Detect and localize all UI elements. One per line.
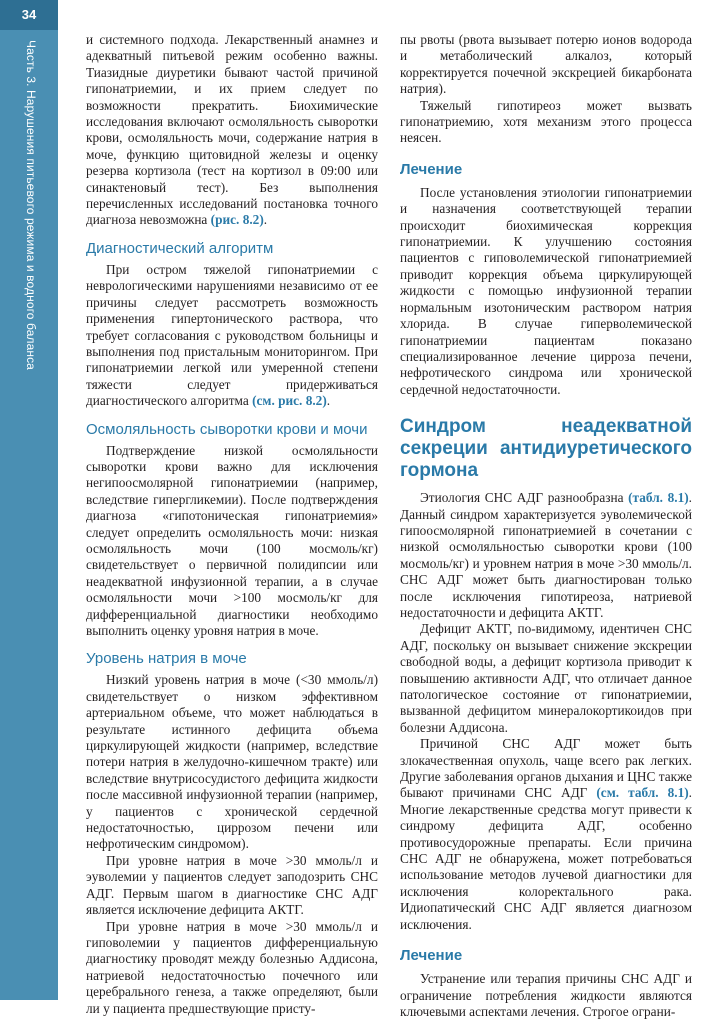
section-heading-treatment: Лечение [400,160,463,178]
paragraph: Дефицит АКТГ, по-видимому, идентичен СНС АДГ, поскольку он вызывает снижение экскреции свободной воды, а дефицит кортизола приводит к повышению активности АДГ, что отличает данное патологическое состояние от гипонатриемии, вызванной дефицитом минералокортикоидов при болезни Аддисона. [400,621,692,735]
paragraph: Подтверждение низкой осмоляльности сыворотки крови важно для исключения негипоосмолярной гипонатриемии (например, вследствие гипергликемии). После подтверждения диагноза «гипотоническая гипонатриемия» следует определить осмоляльность мочи: низкая осмоляльность мочи (100 мосмоль/кг) свидетельствует о первичной полидипсии или неадекватной инфузионной терапии, а в случае осмоляльности мочи >100 мосмоль/кг для дифференциальной диагностики необходимо выполнить оценку уровня натрия в моче. [86,442,378,638]
paragraph: и системного подхода. Лекарственный анамнез и адекватный питьевой режим особенно важны. Тиазидные диуретики бывают частой причиной гипонатриемии, и их прием следует по возможности прекратить. Биохимические исследования включают осмоляльность сыворотки крови, осмоляльность мочи, содержание натрия в моче, функцию щитовидной железы и оценку резерва кортизола (тест на кортизол в 09:00 или синактеновый тест). Без выполнения перечисленных исследований постановка точного диагноза невозможна (рис. 8.2). [86,32,378,228]
paragraph: Причиной СНС АДГ может быть злокачественная опухоль, чаще всего рак легких. Другие заболевания органов дыхания и ЦНС также бывают причинами СНС АДГ (см. табл. 8.1). Многие лекарственные средства могут привести к синдрому дефицита АДГ, особенно противосудорожные препараты. Если причина СНС АДГ не обнаружена, может потребоваться использование методов лучевой диагностики для исключения колоректального рака. Идиопатический СНС АДГ является диагнозом исключения. [400,736,692,932]
paragraph: Низкий уровень натрия в моче (<30 ммоль/л) свидетельствует о низком эффективном артериальном объеме, что может наблюдаться в результате истинного дефицита объема циркулирующей жидкости (например, вследствие потери натрия в желудочно-кишечном тракте) или вследствие внутрисосудистого дефицита жидкости после массивной инфузионной терапии (например, у пациентов с хронической сердечной недостаточностью, циррозом печени или нефротическим синдромом). [86,672,378,852]
paragraph: Тяжелый гипотиреоз может вызвать гипонатриемию, хотя механизм этого процесса неясен. [400,97,692,146]
paragraph: Этиология СНС АДГ разнообразна (табл. 8.1). Данный синдром характеризуется эуволемической гипоосмолярной гипонатриемией в сочетании с низкой осмоляльностью сыворотки крови (100 мосмоль/кг) и уровнем натрия в моче >30 ммоль/л. СНС АДГ может быть диагностирован только после исключения гипотиреоза, натриевой недостаточности и дефицита АКТГ. [400,490,692,620]
paragraph: При остром тяжелой гипонатриемии с неврологическими нарушениями независимо от ее причины следует рассмотреть возможность применения гипертонического раствора, что требует согласования с руководством больницы и выполнения под пристальным мониторингом. При гипонатриемии легкой или умеренной степени тяжести следует придерживаться диагностического алгоритма (см. рис. 8.2). [86,261,378,409]
section-heading-diagnostic-algorithm: Диагностический алгоритм [86,239,274,257]
paragraph: Устранение или терапия причины СНС АДГ и ограничение потребления жидкости являются ключевыми аспектами лечения. Строгое ограни- [400,971,692,1019]
paragraph: При уровне натрия в моче >30 ммоль/л и гиповолемии у пациентов дифференциальную диагностику проводят между болезнью Аддисона, натриевой недостаточностью почечного или церебрального генеза, а также определяют, были ли у пациента предшествующие присту- [86,918,378,1016]
left-column [86,32,378,1017]
page-sidebar [0,0,58,1000]
paragraph: При уровне натрия в моче >30 ммоль/л и эуволемии у пациентов следует заподозрить СНС АДГ. Первым шагом в диагностике СНС АДГ является исключение дефицита АКТГ. [86,852,378,918]
section-heading-treatment-siadh: Лечение [400,947,463,965]
table-reference[interactable]: (табл. 8.1) [628,490,689,506]
figure-reference[interactable]: (рис. 8.2) [210,212,264,228]
page-number: 34 [0,0,58,30]
section-heading-siadh: Синдром неадекватной секреции антидиуретического гормона [400,416,692,482]
right-column [400,32,692,1020]
figure-reference[interactable]: (см. рис. 8.2) [252,393,327,409]
table-reference[interactable]: (см. табл. 8.1) [596,785,689,801]
paragraph: После установления этиологии гипонатриемии и назначения соответствующей терапии происходит биохимическая коррекция гипонатриемии. К улучшению состояния пациентов с гиповолемической гипонатриемией приводит коррекция объема циркулирующей жидкости с помощью инфузионной терапии нормальным изотоническим раствором натрия хлорида. В случае гиперволемической гипонатриемии пациентам показано специализированное лечение цирроза печени, нефротического синдрома или хронической сердечной недостаточности. [400,184,692,397]
section-heading-urine-sodium: Уровень натрия в моче [86,650,247,668]
running-title: Часть 3. Нарушения питьевого режима и водного баланса [24,40,38,370]
section-heading-osmolality: Осмоляльность сыворотки крови и мочи [86,420,368,438]
paragraph: пы рвоты (рвота вызывает потерю ионов водорода и метаболический алкалоз, который корректируется почечной экскрецией бикарбоната натрия). [400,32,692,97]
